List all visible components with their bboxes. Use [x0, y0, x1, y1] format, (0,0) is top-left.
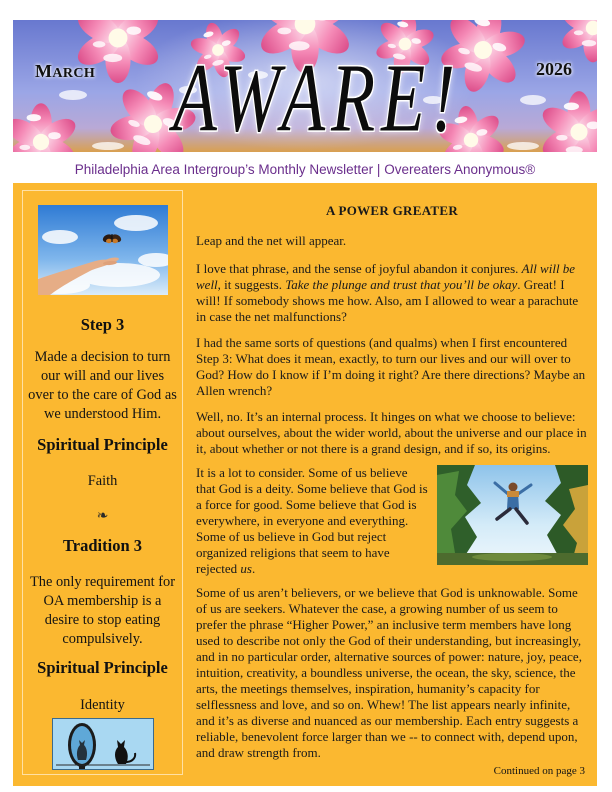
article-paragraph-3: I had the same sorts of questions (and qualms) when I first encountered Step 3: What does it mean, exactly, to turn our lives and our will over to God? How do I know if I’m doing it right? Are there directions? Maybe an Allen wrench?: [196, 335, 586, 398]
newsletter-title: AWARE!: [172, 44, 462, 152]
newsletter-subtitle: Philadelphia Area Intergroup’s Monthly Newsletter | Overeaters Anonymous®: [74, 162, 536, 177]
article-paragraph-2: [196, 261, 588, 325]
step-principle: Faith: [87, 472, 118, 489]
article-paragraph-5: [196, 465, 588, 577]
text-run: It is a lot to consider. Some of us believe that God is a deity. Some believe that God is a force for good. Some believe that God is everywhere, in everyone and everything. Some of us believe in God but reject organized religions that seem to have rejected: [196, 465, 428, 576]
article-title: A POWER GREATER: [325, 203, 459, 218]
cat-mirror-image: [52, 718, 154, 770]
issue-year: 2026: [536, 59, 572, 79]
step-heading: Step 3: [80, 315, 125, 334]
article-paragraph-6: Some of us aren’t believers, or we believe that God is unknowable. Some of us are seekers. Whatever the case, a growing number of us seem to prefer the phrase “Higher Power,” an inclusive term members have long used to describe not only the God of their understanding, but increasingly, and in no particular order, alternative sources of power: nature, joy, peace, intuition, creativity, a boundless universe, the ocean, the sky, science, the arts, the meetings themselves, inspiration, humanity’s capacity for selflessness and love, and so on. Whew! The list appears nearly infinite, and it’s as diverse and nuanced as our membership. Each entry suggests a reliable, benevolent force larger than we -- to connect with, depend upon, and draw strength from.: [196, 585, 582, 760]
article-paragraph-4: Well, no. It’s an internal process. It hinges on what we choose to believe: about ourselves, about the wider world, about the universe and our place in it, about whether or not there is a grand design, and if so, its origins.: [196, 409, 587, 456]
tradition-heading: Tradition 3: [63, 536, 142, 555]
italic-run: Take the plunge and trust that you’ll be okay: [285, 277, 518, 292]
text-run: I love that phrase, and the sense of joyful abandon it conjures.: [196, 261, 522, 276]
step-text: Made a decision to turn our will and our lives over to the care of God as we understood Him.: [28, 349, 177, 422]
person-jumping-photo: [437, 465, 588, 565]
text-run: . Great! I will! If somebody shows me how. Also, am I allowed to wear a parachute in case the net malfunctions?: [196, 277, 579, 324]
issue-month: MARCH: [35, 61, 96, 81]
tradition-principle-heading: Spiritual Principle: [37, 658, 168, 677]
continued-note: Continued on page 3: [493, 765, 585, 777]
italic-run: All will be well: [196, 261, 576, 292]
tradition-principle: Identity: [80, 696, 125, 713]
tradition-text: The only requirement for OA membership is a desire to stop eating compulsively.: [29, 573, 176, 647]
ornament-divider-icon: ❧: [96, 508, 109, 524]
hand-butterfly-photo: [38, 205, 168, 295]
italic-run: us: [240, 561, 252, 576]
step-principle-heading: Spiritual Principle: [37, 435, 168, 454]
sidebar: [22, 190, 183, 775]
text-run: .: [251, 561, 256, 576]
article-paragraph-1: Leap and the net will appear.: [196, 233, 347, 248]
article: [196, 203, 588, 761]
text-run: , it suggests.: [217, 277, 286, 292]
